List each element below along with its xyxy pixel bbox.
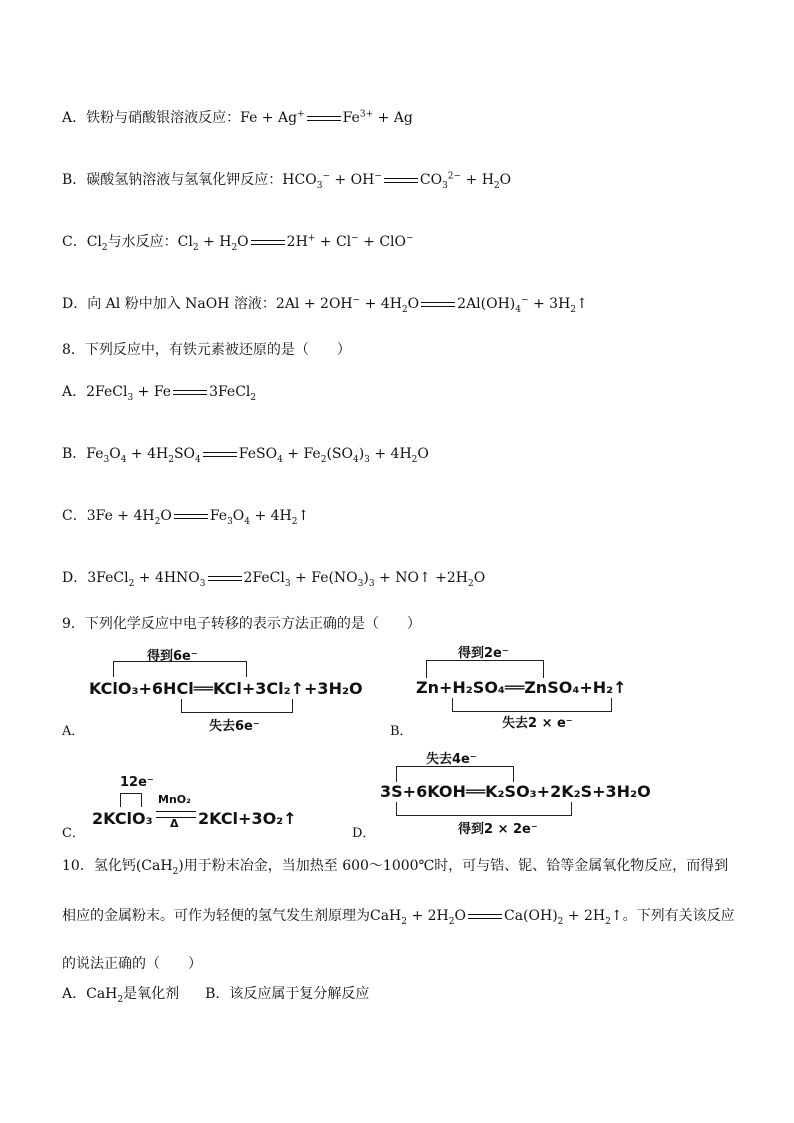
q8-option-a: A．2FeCl$_3$ + Fe 3FeCl$_2$: [62, 384, 257, 403]
q7-option-b: B．碳酸氢钠溶液与氢氧化钾反应：$HCO_3^- + OH^-$ $CO_3^{2-} + H_2O$: [62, 171, 512, 191]
q9d-lose-label: 失去4e⁻: [426, 752, 477, 767]
q9-figure-c: [90, 775, 310, 835]
q9c-product: 2KCl+3O₂↑: [198, 809, 297, 828]
q9-label-a: A．: [62, 724, 85, 739]
q8-option-d: D．3FeCl$_2$ + $4HNO_3$ 2FeCl$_3$ + $Fe(NO_3)_3$ + NO↑ $+2H_2O$: [62, 570, 486, 589]
q9-figure-b: [412, 642, 652, 732]
q7-option-a: A．铁粉与硝酸银溶液反应：Fe + Ag+ $Fe^{3+} + Ag$: [62, 109, 413, 126]
q10-line1: 10．氢化钙(CaH$_2$)用于粉末冶金，当加热至 600～1000℃时，可与锆、铌、铪等金属氧化物反应，而得到: [62, 858, 729, 877]
q9d-gain-bracket: [396, 802, 572, 816]
q9c-electron-label: 12e⁻: [120, 775, 154, 790]
q9-figure-a: [85, 645, 385, 735]
q9c-catalyst: MnO₂: [158, 793, 191, 806]
q7-option-d: D．向 Al 粉中加入 NaOH 溶液：$2Al + 2OH^- + 4H_2O$ $2Al(OH)_4^-$ + $3H_2↑$: [62, 295, 588, 315]
q8-option-c: C．$3Fe + 4H_2O$ $Fe_3O_4$ + $4H_2↑$: [62, 508, 310, 527]
q8-option-b: B．$Fe_3O_4 + 4H_2SO_4$ FeSO$_4$ + $Fe_2(SO_4)_3 + 4H_2O$: [62, 446, 429, 465]
q9-stem: 9．下列化学反应中电子转移的表示方法正确的是（ ）: [62, 616, 421, 632]
q10-line3: 的说法正确的（ ）: [62, 956, 202, 972]
q9d-gain-label: 得到2 × 2e⁻: [458, 822, 538, 837]
q9b-lose-label: 失去2 × e⁻: [502, 716, 573, 731]
q9-label-d: D．: [352, 826, 376, 841]
q9-label-c: C．: [62, 826, 85, 841]
q9b-gain-label: 得到2e⁻: [458, 646, 509, 661]
q9-label-b: B．: [390, 724, 413, 739]
q9c-heat: Δ: [170, 817, 179, 830]
q9b-equation: Zn+H₂SO₄══ZnSO₄+H₂↑: [416, 678, 627, 697]
q10-line2: 相应的金属粉末。可作为轻便的氢气发生剂原理为$CaH_2 + 2H_2O$ $Ca(OH)_2$ + $2H_2↑$。下列有关该反应: [62, 908, 735, 927]
q10-options: A．CaH$_2$是氧化剂 B．该反应属于复分解反应: [62, 986, 370, 1005]
q9b-gain-bracket: [426, 660, 544, 678]
q9a-gain-label: 得到6e⁻: [147, 649, 198, 664]
q9a-equation: KClO₃+6HCl══KCl+3Cl₂↑+3H₂O: [89, 679, 363, 698]
q8-stem: 8．下列反应中，有铁元素被还原的是（ ）: [62, 342, 351, 358]
q9c-bracket: [120, 793, 142, 807]
q7-option-c: C．$Cl_2$与水反应：$Cl_2 + H_2O$ 2H+ + Cl− + ClO−: [62, 233, 414, 253]
q9b-lose-bracket: [452, 698, 612, 712]
q9d-equation: 3S+6KOH══K₂SO₃+2K₂S+3H₂O: [380, 782, 651, 801]
q9d-lose-bracket: [396, 766, 514, 782]
q9c-reactant: 2KClO₃: [92, 809, 153, 828]
q9a-lose-bracket: [181, 699, 293, 713]
q9a-lose-label: 失去6e⁻: [209, 719, 260, 734]
q9-figure-d: [378, 748, 668, 838]
